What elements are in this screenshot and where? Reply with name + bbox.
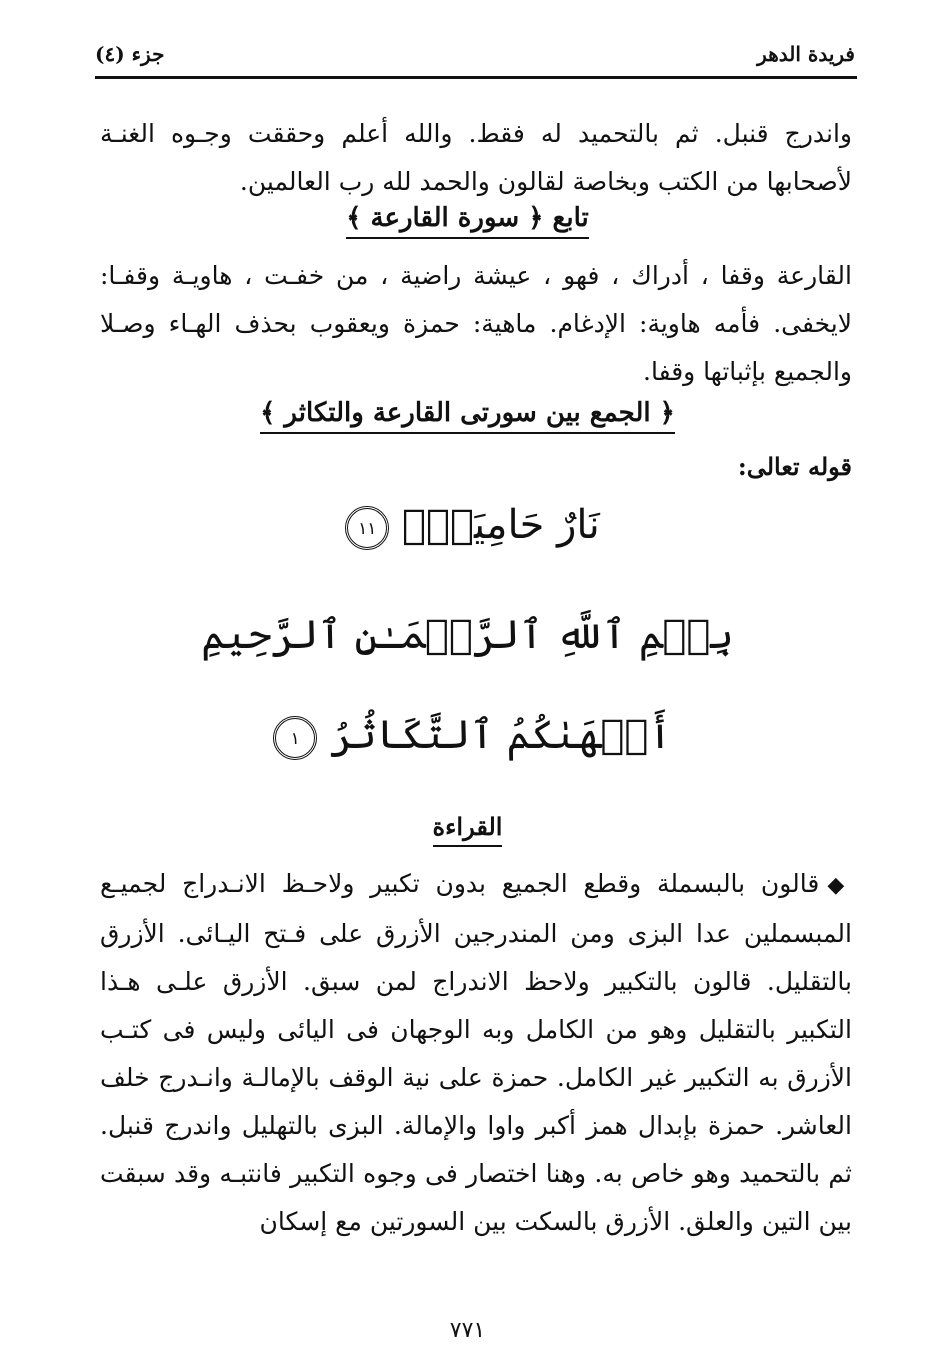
qariah-notes: القارعة وقفا ، أدراك ، فهو ، عيشة راضية ، من خفـت ، هاويـة وقفـا: لايخفى. فأمه هاوية: الإدغام. ماهية: حمزة ويعقوب بحذف الهـاء وصـلا والجميع بإثباتها وقفا.: [100, 261, 852, 386]
reading-text: قالون بالبسملة وقطع الجميع بدون تكبير ولاحـظ الانـدراج لجميـع المبسملين عدا البزى ومن المندرجين الأزرق على فـتح اليـائى. الأزرق بالتقليل. قالون بالتكبير ولاحظ الاندراج لمن سبق. الأزرق علـى هـذا التكبير بالتقليل وهو من الكامل وبه الوجهان فى اليائى وليس فى كتـب الأزرق به التكبير غير الكامل. حمزة على نية الوقف بالإمالـة وانـدرج خلف العاشر. حمزة بإبدال همز أكبر واوا والإمالة. البزى بالتهليل واندرج قنبل. ثم بالتحميد وهو خاص به. وهنا اختصار فى وجوه التكبير فانتبـه وقد سبقت بين التين والعلق. الأزرق بالسكت بين السورتين مع إسكان: [100, 869, 852, 1236]
ayah-number-badge: ١: [273, 716, 317, 760]
section-heading-joining: [0, 398, 935, 428]
part-label: جزء (٤): [95, 42, 165, 66]
verse-text: أَلۡهَىٰكُمُ ٱلتَّكَاثُرُ: [329, 712, 672, 758]
running-header: [95, 38, 855, 72]
diamond-bullet-icon: ◆: [827, 873, 852, 898]
section-heading-qariah-text: تابع ﴿ سورة القارعة ﴾: [346, 203, 589, 239]
verse-text: نَارٌ حَامِيَةٌۢ: [401, 502, 600, 548]
section-heading-qariah: [0, 203, 935, 233]
ayah-number-badge: ١١: [345, 506, 389, 550]
verse-intro-label: قوله تعالى:: [737, 452, 852, 481]
reading-heading: [0, 812, 935, 841]
basmala: بِسۡمِ ٱللَّهِ ٱلرَّحۡمَـٰنِ ٱلرَّحِيمِ: [201, 612, 734, 658]
intro-paragraph: واندرج قنبل. ثم بالتحميد له فقط. والله أعلم وحققت وجـوه الغنـة لأصحابها من الكتب وبخاصة لقالون والحمد لله رب العالمين.: [100, 119, 852, 196]
reading-heading-text: القراءة: [433, 812, 503, 847]
section-heading-joining-text: ﴿ الجمع بين سورتى القارعة والتكاثر ﴾: [260, 398, 675, 434]
verse-alhakum: [0, 705, 935, 765]
reading-paragraph: [100, 860, 852, 1246]
verse-naarun-haamiyah: [0, 495, 935, 555]
header-divider: [95, 76, 857, 79]
book-title: فريدة الدهر: [757, 42, 855, 66]
page-number: ٧٧١: [449, 1318, 486, 1343]
